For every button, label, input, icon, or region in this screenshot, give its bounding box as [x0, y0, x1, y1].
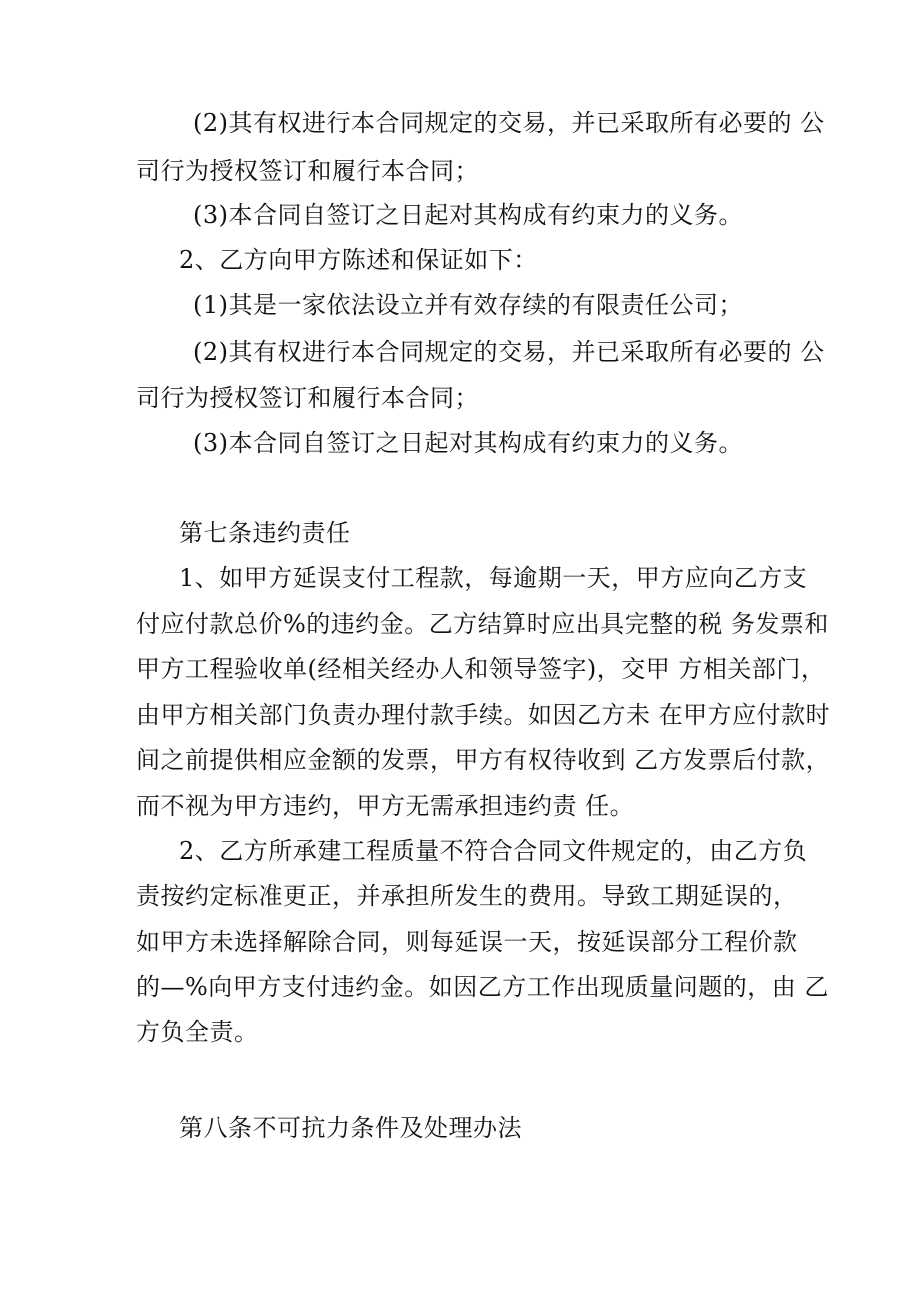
paragraph-line: 司行为授权签订和履行本合同；	[136, 384, 479, 412]
paragraph-line: 司行为授权签订和履行本合同；	[136, 157, 479, 185]
paragraph-line: 2、乙方所承建工程质量不符合合同文件规定的，由乙方负	[179, 837, 808, 865]
paragraph-line: 甲方工程验收单(经相关经办人和领导签字)，交甲 方相关部门，	[136, 655, 826, 683]
article-8-title: 第八条不可抗力条件及处理办法	[179, 1114, 522, 1142]
paragraph-line: 而不视为甲方违约，甲方无需承担违约责 任。	[136, 792, 635, 820]
paragraph-line: 由甲方相关部门负责办理付款手续。如因乙方未 在甲方应付款时	[136, 701, 831, 729]
paragraph-line: (2)其有权进行本合同规定的交易，并已采取所有必要的 公	[193, 338, 825, 366]
article-7-title: 第七条违约责任	[179, 519, 351, 547]
paragraph-line: 付应付款总价%的违约金。乙方结算时应出具完整的税 务发票和	[136, 610, 829, 638]
paragraph-line: (2)其有权进行本合同规定的交易，并已采取所有必要的 公	[193, 109, 825, 137]
paragraph-line: 2、乙方向甲方陈述和保证如下：	[179, 246, 538, 274]
paragraph-line: (3)本合同自签订之日起对其构成有约束力的义务。	[193, 201, 743, 229]
paragraph-line: 1、如甲方延误支付工程款，每逾期一天，甲方应向乙方支	[179, 564, 808, 592]
paragraph-line: 责按约定标准更正，并承担所发生的费用。导致工期延误的，	[136, 882, 798, 910]
paragraph-line: 的—%向甲方支付违约金。如因乙方工作出现质量问题的，由 乙	[136, 973, 829, 1001]
paragraph-line: 间之前提供相应金额的发票，甲方有权待收到 乙方发票后付款，	[136, 746, 831, 774]
paragraph-line: (1)其是一家依法设立并有效存续的有限责任公司；	[193, 291, 743, 319]
paragraph-line: 如甲方未选择解除合同，则每延误一天，按延误部分工程价款	[136, 928, 798, 956]
paragraph-line: 方负全责。	[136, 1018, 259, 1046]
paragraph-line: (3)本合同自签订之日起对其构成有约束力的义务。	[193, 429, 743, 457]
